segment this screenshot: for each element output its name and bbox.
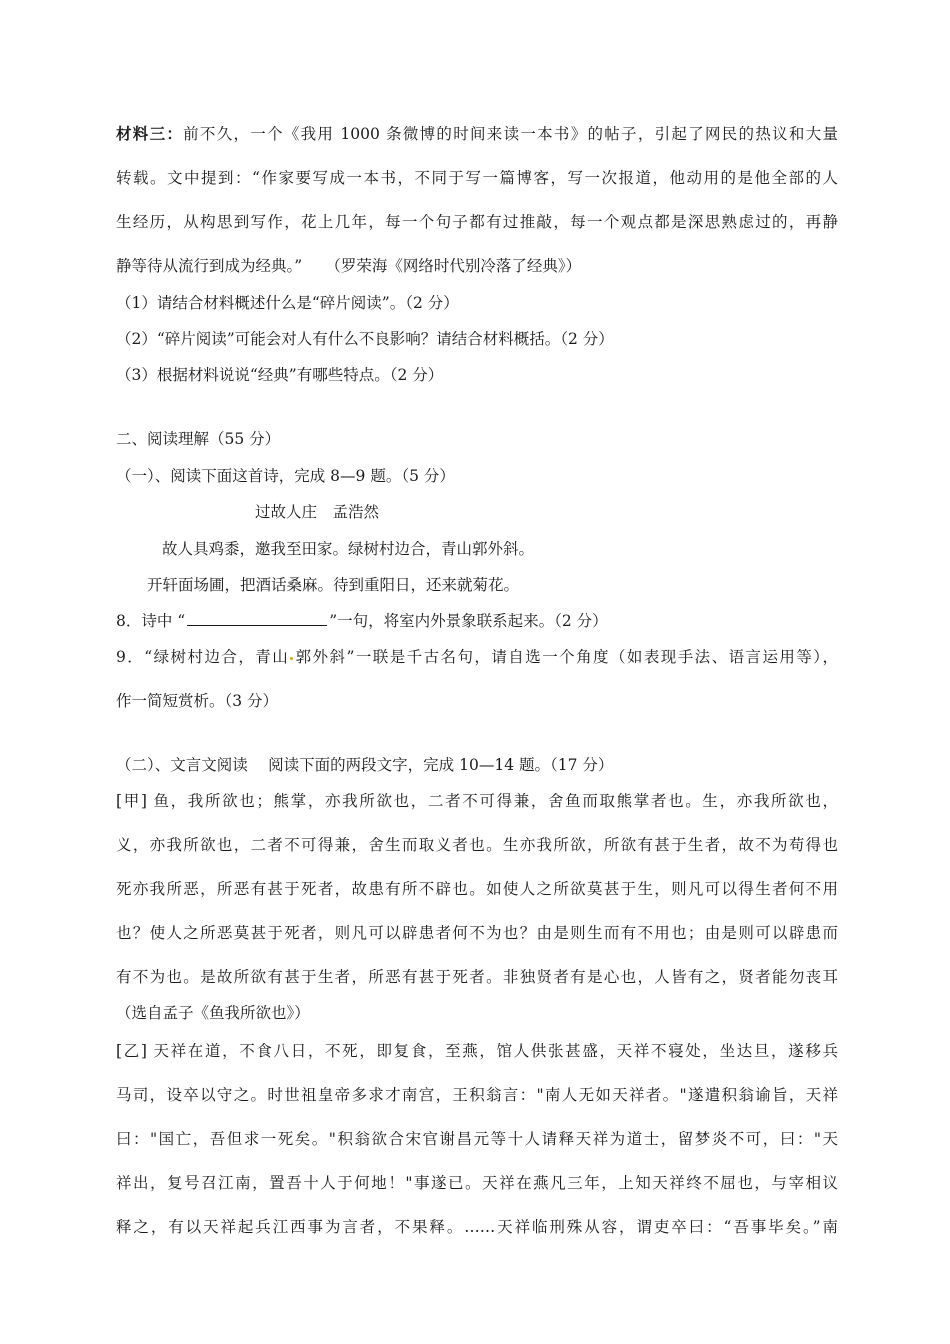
poem-line-1: 故人具鸡黍，邀我至田家。绿树村边合，青山郭外斜。 — [162, 540, 535, 558]
yi-line-3: 曰："国亡，吾但求一死矣。"积翁欲合宋官谢昌元等十人请释天祥为道士，留梦炎不可，曰："天 — [116, 1130, 838, 1148]
poem-line-2: 开轩面场圃，把酒话桑麻。待到重阳日，还来就菊花。 — [147, 576, 520, 594]
jia-line-4: 也？使人之所恶莫甚于死者，则凡可以辟患者何不为也？由是则生而有不用也；由是则可以辟患而 — [116, 924, 838, 942]
question-9-part-b: 郭外斜”一联是千古名句，请自选一个角度（如表现手法、语言运用等）， — [294, 648, 838, 666]
material3-line-4: 静等待从流行到成为经典。” （罗荣海《网络时代别冷落了经典》） — [116, 257, 582, 275]
yi-line-2: 马司，设卒以守之。时世祖皇帝多求才南宫，王积翁言："南人无如天祥者。"遂遣积翁谕旨，天祥 — [116, 1086, 838, 1104]
question-8 — [116, 610, 838, 632]
question-9-line-1 — [116, 646, 838, 668]
jia-line-3: 死亦我所恶，所恶有甚于死者，故患有所不辟也。如使人之所欲莫甚于生，则凡可以得生者何不用 — [116, 880, 838, 898]
answer-blank[interactable] — [187, 611, 327, 626]
yi-line-4: 祥出，复号召江南，置吾十人于何地！"事遂已。天祥在燕凡三年，上知天祥终不屈也，与宰相议 — [116, 1174, 838, 1192]
question-9-line-2: 作一简短赏析。（3 分） — [116, 692, 279, 710]
emphasis-dot — [290, 657, 293, 660]
material3-line-3: 生经历，从构思到写作，花上几年，每一个句子都有过推敲，每一个观点都是深思熟虑过的，再静 — [116, 213, 838, 231]
material3-text-1: 前不久，一个《我用 1000 条微博的时间来读一本书》的帖子，引起了网民的热议和大量 — [183, 125, 838, 143]
question-8-prefix: 8．诗中 “ — [116, 612, 186, 630]
material3-line-2: 转载。文中提到：“作家要写成一本书，不同于写一篇博客，写一次报道，他动用的是他全部的人 — [116, 169, 838, 187]
jia-line-1: [甲] 鱼，我所欲也；熊掌，亦我所欲也，二者不可得兼，舍鱼而取熊掌者也。生，亦我所欲也， — [116, 792, 838, 810]
question-8-suffix: ”一句，将室内外景象联系起来。（2 分） — [329, 612, 608, 630]
jia-source: （选自孟子《鱼我所欲也》） — [116, 1004, 310, 1022]
poem-title: 过故人庄 孟浩然 — [255, 503, 380, 521]
material3-line-1 — [116, 123, 838, 145]
section2-title: 二、阅读理解（55 分） — [116, 430, 281, 448]
question-3: （3）根据材料说说“经典”有哪些特点。（2 分） — [116, 366, 444, 384]
question-9-part-a: 9．“绿树村边合，青山 — [116, 648, 290, 666]
jia-line-5: 有不为也。是故所欲有甚于生者，所恶有甚于死者。非独贤者有是心也，人皆有之，贤者能勿丧耳 — [116, 968, 838, 986]
classical-intro: （二）、文言文阅读 阅读下面的两段文字，完成 10—14 题。（17 分） — [116, 756, 614, 774]
question-1: （1）请结合材料概述什么是“碎片阅读”。（2 分） — [116, 294, 459, 312]
question-2: （2）“碎片阅读”可能会对人有什么不良影响？请结合材料概括。（2 分） — [116, 330, 614, 348]
poem-intro: （一）、阅读下面这首诗，完成 8—9 题。（5 分） — [116, 467, 455, 485]
yi-line-5: 释之，有以天祥起兵江西事为言者，不果释。……天祥临刑殊从容，谓吏卒曰：“吾事毕矣。”南 — [116, 1218, 838, 1236]
material3-label: 材料三： — [116, 124, 184, 143]
jia-line-2: 义，亦我所欲也，二者不可得兼，舍生而取义者也。生亦我所欲，所欲有甚于生者，故不为苟得也 — [116, 836, 838, 854]
yi-line-1: [乙] 天祥在道，不食八日，不死，即复食，至燕，馆人供张甚盛，天祥不寝处，坐达旦，遂移兵 — [116, 1042, 838, 1060]
